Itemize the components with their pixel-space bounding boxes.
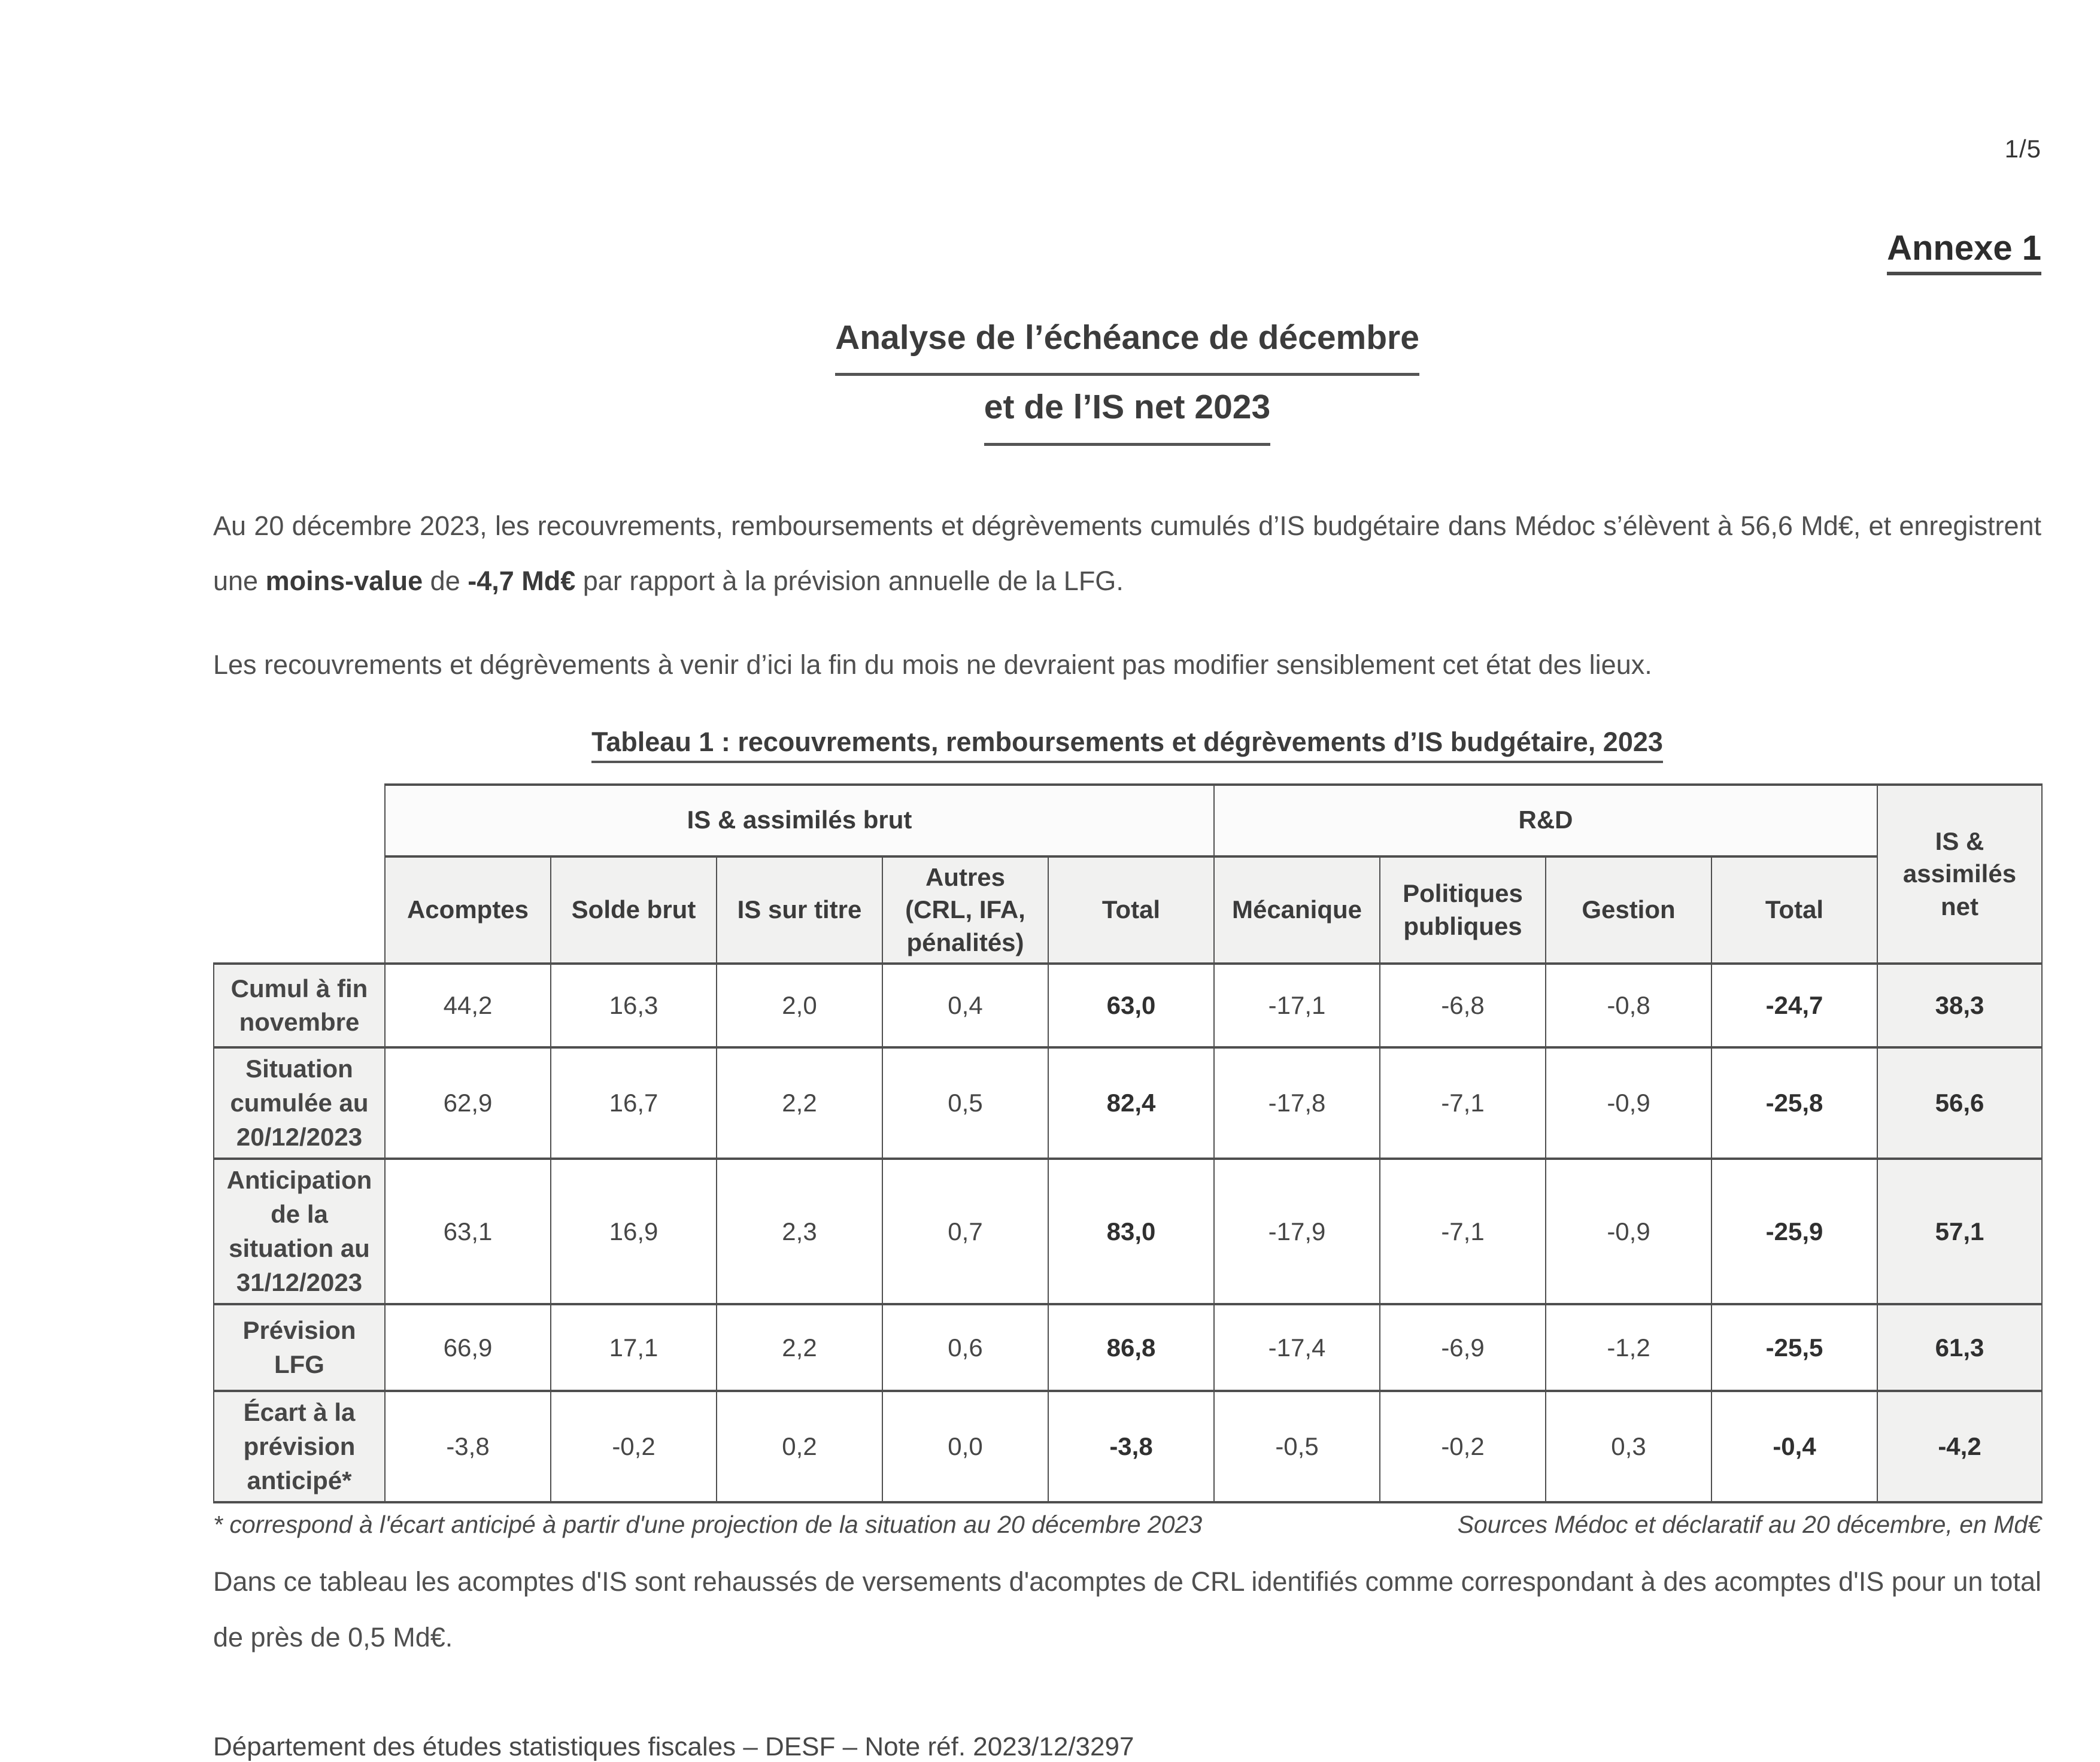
column-header-mecanique: Mécanique [1214,856,1380,964]
column-header-total-rd: Total [1711,856,1877,964]
table-cell: 16,7 [551,1047,717,1159]
table-cell: 0,0 [882,1391,1048,1502]
table-cell: -1,2 [1546,1304,1711,1391]
table-cell: -0,8 [1546,964,1711,1047]
table-cell: -17,8 [1214,1047,1380,1159]
table-cell: -0,9 [1546,1159,1711,1304]
row-label: Écart à la prévision anticipé* [214,1391,385,1502]
table-cell: 66,9 [385,1304,551,1391]
document-title [213,306,2041,446]
document-title-line1: Analyse de l’échéance de décembre [835,306,1419,376]
row-label: Prévision LFG [214,1304,385,1391]
group-header-rd: R&D [1214,785,1877,856]
table-group-header-row [214,785,2042,856]
table-cell-total: 83,0 [1048,1159,1214,1304]
table-cell: 0,2 [717,1391,882,1502]
fiscal-table [213,783,2043,1504]
table-cell-net: 57,1 [1877,1159,2042,1304]
table-cell: 62,9 [385,1047,551,1159]
table-cell: 2,2 [717,1047,882,1159]
table-column-header-row [214,856,2042,964]
note-paragraph: Dans ce tableau les acomptes d'IS sont rehaussés de versements d'acomptes de CRL identifiés comme correspondant à des acomptes d'IS pour un total de près de 0,5 Md€. [213,1566,2041,1652]
table-cell-total: -3,8 [1048,1391,1214,1502]
annex-row [213,228,2041,275]
table-cell-total: 86,8 [1048,1304,1214,1391]
table-cell: 2,3 [717,1159,882,1304]
table-cell-total: -25,9 [1711,1159,1877,1304]
column-header-autres: Autres (CRL, IFA, pénalités) [882,856,1048,964]
intro-text-start: Au 20 décembre 2023, les recouvrements, remboursements et dégrèvements cumulés d’IS budgétaire dans Médoc s’élèvent à 56,6 Md€, et enregistrent une [213,510,2041,597]
table-cell-total: -25,5 [1711,1304,1877,1391]
table-cell-total: -0,4 [1711,1391,1877,1502]
table-cell: -0,5 [1214,1391,1380,1502]
intro-paragraph [213,499,2041,609]
row-label: Situation cumulée au 20/12/2023 [214,1047,385,1159]
table-cell: 16,9 [551,1159,717,1304]
table-cell: 63,1 [385,1159,551,1304]
row-label: Cumul à fin novembre [214,964,385,1047]
table-corner-cell [214,785,385,856]
table-cell: -6,8 [1380,964,1546,1047]
table-cell: 0,6 [882,1304,1048,1391]
column-header-acomptes: Acomptes [385,856,551,964]
table-cell: -17,1 [1214,964,1380,1047]
table-cell-total: -24,7 [1711,964,1877,1047]
table-cell: -17,9 [1214,1159,1380,1304]
document-footer: Département des études statistiques fiscales – DESF – Note réf. 2023/12/3297 [213,1731,1134,1761]
table-cell: -7,1 [1380,1047,1546,1159]
table-row-cumul-novembre [214,964,2042,1047]
document-title-line2: et de l’IS net 2023 [984,376,1270,445]
second-paragraph: Les recouvrements et dégrèvements à venir d’ici la fin du mois ne devraient pas modifier sensiblement cet état des lieux. [213,649,1652,681]
page-number: 1/5 [2004,135,2041,163]
intro-text-mid: de [423,566,468,597]
table-row-anticipation [214,1159,2042,1304]
table-cell-total: 82,4 [1048,1047,1214,1159]
column-header-politiques-publiques: Politiques publiques [1380,856,1546,964]
table-cell: -6,9 [1380,1304,1546,1391]
intro-text-end: par rapport à la prévision annuelle de la LFG. [575,566,1124,597]
table-row-situation-cumulee [214,1047,2042,1159]
table-cell: -0,2 [1380,1391,1546,1502]
table-cell: -7,1 [1380,1159,1546,1304]
table-cell: 44,2 [385,964,551,1047]
table-caption-row [213,727,2041,763]
table-cell: -0,2 [551,1391,717,1502]
row-label: Anticipation de la situation au 31/12/2023 [214,1159,385,1304]
annex-label: Annexe 1 [1887,228,2041,275]
table-cell: -17,4 [1214,1304,1380,1391]
group-header-is-brut: IS & assimilés brut [385,785,1214,856]
table-cell: -3,8 [385,1391,551,1502]
table-cell: 0,4 [882,964,1048,1047]
table-cell: 16,3 [551,964,717,1047]
table-cell: 0,7 [882,1159,1048,1304]
table-cell: 0,3 [1546,1391,1711,1502]
table-row-ecart-prevision [214,1391,2042,1502]
table-cell: -0,9 [1546,1047,1711,1159]
footnote-sources: Sources Médoc et déclaratif au 20 décembre, en Md€ [1457,1511,2041,1539]
table-cell-net: 61,3 [1877,1304,2042,1391]
table-cell: 2,0 [717,964,882,1047]
table-cell: 2,2 [717,1304,882,1391]
column-header-total-brut: Total [1048,856,1214,964]
intro-bold-moins-value: moins-value [265,566,423,597]
table-cell-total: 63,0 [1048,964,1214,1047]
column-header-solde-brut: Solde brut [551,856,717,964]
table-corner-cell [214,856,385,964]
intro-bold-amount: -4,7 Md€ [468,566,576,597]
table-cell-net: 56,6 [1877,1047,2042,1159]
column-header-gestion: Gestion [1546,856,1711,964]
table-row-prevision-lfg [214,1304,2042,1391]
table-caption: Tableau 1 : recouvrements, remboursements et dégrèvements d’IS budgétaire, 2023 [591,727,1663,763]
table-cell: 0,5 [882,1047,1048,1159]
footnote-left: * correspond à l'écart anticipé à partir d'une projection de la situation au 20 décembre 2023 [213,1511,1203,1539]
table-footnotes [213,1511,2041,1539]
table-cell-total: -25,8 [1711,1047,1877,1159]
table-cell: 17,1 [551,1304,717,1391]
table-cell-net: -4,2 [1877,1391,2042,1502]
table-cell-net: 38,3 [1877,964,2042,1047]
column-header-is-sur-titre: IS sur titre [717,856,882,964]
column-header-is-net: IS & assimilés net [1877,785,2042,964]
